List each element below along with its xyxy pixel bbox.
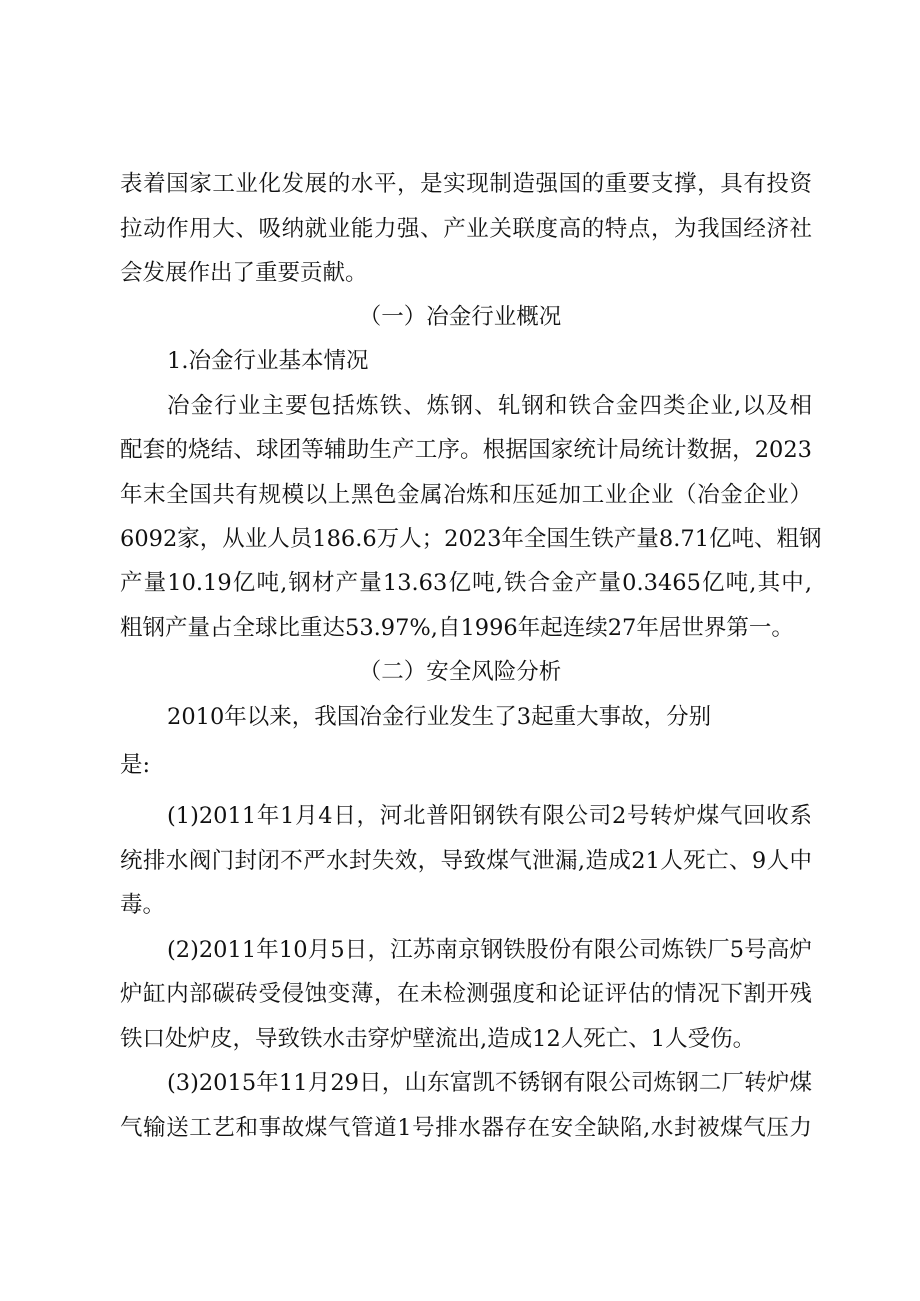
text-line: (2)2011年10月5日，江苏南京钢铁股份有限公司炼铁厂5号高炉 (167, 937, 812, 963)
text-line: 炉缸内部碳砖受侵蚀变薄，在未检测强度和论证评估的情况下割开残 (120, 981, 812, 1007)
text-line: 表着国家工业化发展的水平，是实现制造强国的重要支撑，具有投资 (120, 171, 812, 197)
text-line: 粗钢产量占全球比重达53.97%,自1996年起连续27年居世界第一。 (120, 615, 794, 641)
text-line: (1)2011年1月4日，河北普阳钢铁有限公司2号转炉煤气回收系 (167, 803, 812, 829)
text-line: 会发展作出了重要贡献。 (120, 260, 368, 286)
text-line: 拉动作用大、吸纳就业能力强、产业关联度高的特点，为我国经济社 (120, 216, 812, 242)
text-line: 毒。 (120, 892, 166, 918)
text-line: 产量10.19亿吨,钢材产量13.63亿吨,铁合金产量0.3465亿吨,其中, (120, 570, 812, 596)
section-heading-2: （二）安全风险分析 (358, 659, 562, 685)
text-line: 冶金行业主要包括炼铁、炼钢、轧钢和铁合金四类企业,以及相 (167, 393, 812, 419)
text-line: 气输送工艺和事故煤气管道1号排水器存在安全缺陷,水封被煤气压力 (120, 1115, 812, 1141)
text-line: 6092家，从业人员186.6万人；2023年全国生铁产量8.71亿吨、粗钢 (120, 526, 822, 552)
text-line: 铁口处炉皮，导致铁水击穿炉壁流出,造成12人死亡、1人受伤。 (120, 1026, 756, 1052)
section-heading-1: （一）冶金行业概况 (358, 304, 562, 330)
text-line: 年末全国共有规模以上黑色金属冶炼和压延加工业企业（冶金企业） (120, 482, 812, 508)
text-line: 配套的烧结、球团等辅助生产工序。根据国家统计局统计数据，2023 (120, 437, 812, 463)
text-line: (3)2015年11月29日，山东富凯不锈钢有限公司炼钢二厂转炉煤 (167, 1070, 812, 1096)
text-line: 是: (120, 752, 151, 778)
text-line: 2010年以来，我国冶金行业发生了3起重大事故，分别 (167, 704, 712, 730)
subsection-heading: 1.冶金行业基本情况 (167, 348, 369, 374)
text-line: 统排水阀门封闭不严水封失效，导致煤气泄漏,造成21人死亡、9人中 (120, 848, 812, 874)
